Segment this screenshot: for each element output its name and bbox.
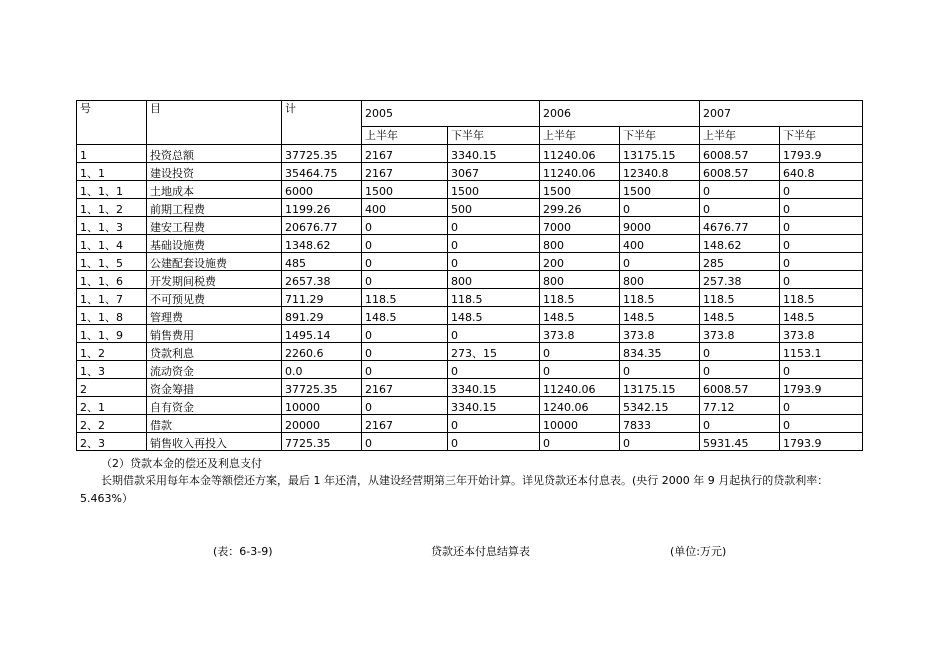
row-item-cell: 投资总额 [147, 145, 282, 163]
row-value-cell: 148.5 [448, 307, 540, 325]
row-value-cell: 0 [362, 253, 448, 271]
row-value-cell: 0 [780, 199, 863, 217]
table-row [77, 235, 863, 253]
row-value-cell: 11240.06 [540, 379, 620, 397]
row-value-cell: 0 [780, 271, 863, 289]
row-value-cell: 20000 [282, 415, 362, 433]
row-value-cell: 299.26 [540, 199, 620, 217]
table-row [77, 145, 863, 163]
row-value-cell: 400 [362, 199, 448, 217]
row-number-cell: 2、3 [77, 433, 147, 451]
row-value-cell: 6008.57 [700, 145, 780, 163]
row-item-cell: 流动资金 [147, 361, 282, 379]
row-item-cell: 开发期间税费 [147, 271, 282, 289]
row-value-cell: 10000 [540, 415, 620, 433]
row-item-cell: 销售收入再投入 [147, 433, 282, 451]
row-value-cell: 640.8 [780, 163, 863, 181]
table-row [77, 361, 863, 379]
row-value-cell: 118.5 [700, 289, 780, 307]
row-value-cell: 1500 [362, 181, 448, 199]
row-value-cell: 6008.57 [700, 379, 780, 397]
row-value-cell: 118.5 [540, 289, 620, 307]
row-value-cell: 7833 [620, 415, 700, 433]
row-value-cell: 0 [700, 199, 780, 217]
row-item-cell: 建安工程费 [147, 217, 282, 235]
row-item-cell: 资金筹措 [147, 379, 282, 397]
row-value-cell: 118.5 [448, 289, 540, 307]
table-row [77, 163, 863, 181]
row-value-cell: 1495.14 [282, 325, 362, 343]
row-value-cell: 0 [780, 415, 863, 433]
table-row [77, 343, 863, 361]
header-year-2005: 2005 [362, 101, 540, 127]
row-value-cell: 12340.8 [620, 163, 700, 181]
row-value-cell: 1793.9 [780, 379, 863, 397]
row-value-cell: 3340.15 [448, 397, 540, 415]
table-row [77, 433, 863, 451]
row-value-cell: 0 [362, 325, 448, 343]
row-value-cell: 0 [780, 397, 863, 415]
row-number-cell: 1、1、3 [77, 217, 147, 235]
row-number-cell: 2、1 [77, 397, 147, 415]
row-value-cell: 0 [448, 433, 540, 451]
header-year-2007: 2007 [700, 101, 863, 127]
row-number-cell: 1、3 [77, 361, 147, 379]
row-value-cell: 0 [620, 253, 700, 271]
header-half: 上半年 [540, 127, 620, 145]
row-value-cell: 0 [700, 361, 780, 379]
row-item-cell: 前期工程费 [147, 199, 282, 217]
header-col-no: 号 [77, 101, 147, 145]
row-value-cell: 148.5 [700, 307, 780, 325]
row-number-cell: 1、1、5 [77, 253, 147, 271]
row-value-cell: 257.38 [700, 271, 780, 289]
row-value-cell: 148.5 [780, 307, 863, 325]
row-number-cell: 2 [77, 379, 147, 397]
row-number-cell: 1、1、7 [77, 289, 147, 307]
row-item-cell: 贷款利息 [147, 343, 282, 361]
row-value-cell: 13175.15 [620, 379, 700, 397]
table-row [77, 181, 863, 199]
row-value-cell: 373.8 [540, 325, 620, 343]
row-item-cell: 建设投资 [147, 163, 282, 181]
row-value-cell: 0 [540, 361, 620, 379]
row-number-cell: 1、1、9 [77, 325, 147, 343]
row-value-cell: 5342.15 [620, 397, 700, 415]
header-col-item: 目 [147, 101, 282, 145]
row-value-cell: 373.8 [700, 325, 780, 343]
row-value-cell: 0 [362, 271, 448, 289]
header-half: 上半年 [700, 127, 780, 145]
row-value-cell: 118.5 [780, 289, 863, 307]
row-value-cell: 11240.06 [540, 163, 620, 181]
row-value-cell: 148.5 [362, 307, 448, 325]
table-row [77, 289, 863, 307]
row-number-cell: 2、2 [77, 415, 147, 433]
row-item-cell: 公建配套设施费 [147, 253, 282, 271]
row-value-cell: 0.0 [282, 361, 362, 379]
row-value-cell: 7725.35 [282, 433, 362, 451]
table-row [77, 307, 863, 325]
row-value-cell: 0 [362, 217, 448, 235]
table-row [77, 271, 863, 289]
row-value-cell: 400 [620, 235, 700, 253]
row-value-cell: 0 [362, 361, 448, 379]
row-number-cell: 1、1、2 [77, 199, 147, 217]
row-value-cell: 148.5 [540, 307, 620, 325]
row-value-cell: 200 [540, 253, 620, 271]
row-value-cell: 1199.26 [282, 199, 362, 217]
row-value-cell: 6000 [282, 181, 362, 199]
row-value-cell: 1793.9 [780, 145, 863, 163]
header-half: 下半年 [448, 127, 540, 145]
row-value-cell: 1240.06 [540, 397, 620, 415]
row-value-cell: 0 [362, 433, 448, 451]
header-half: 下半年 [620, 127, 700, 145]
row-number-cell: 1、2 [77, 343, 147, 361]
caption-table-number: (表：6-3-9) [213, 545, 273, 558]
row-value-cell: 35464.75 [282, 163, 362, 181]
investment-table [76, 100, 863, 451]
section-heading: （2）贷款本金的偿还及利息支付 [101, 457, 262, 470]
row-value-cell: 6008.57 [700, 163, 780, 181]
row-value-cell: 118.5 [620, 289, 700, 307]
row-value-cell: 0 [448, 361, 540, 379]
row-value-cell: 7000 [540, 217, 620, 235]
row-value-cell: 0 [700, 415, 780, 433]
row-value-cell: 285 [700, 253, 780, 271]
row-item-cell: 借款 [147, 415, 282, 433]
row-value-cell: 2167 [362, 145, 448, 163]
header-row-years [77, 101, 863, 127]
row-value-cell: 0 [362, 235, 448, 253]
row-number-cell: 1、1、1 [77, 181, 147, 199]
row-value-cell: 373.8 [620, 325, 700, 343]
row-value-cell: 0 [780, 181, 863, 199]
row-value-cell: 485 [282, 253, 362, 271]
row-value-cell: 3340.15 [448, 379, 540, 397]
row-value-cell: 0 [780, 217, 863, 235]
row-value-cell: 10000 [282, 397, 362, 415]
row-item-cell: 管理费 [147, 307, 282, 325]
row-value-cell: 37725.35 [282, 145, 362, 163]
row-number-cell: 1、1、8 [77, 307, 147, 325]
row-value-cell: 1500 [620, 181, 700, 199]
row-value-cell: 0 [620, 199, 700, 217]
header-col-total: 计 [282, 101, 362, 145]
row-value-cell: 0 [700, 181, 780, 199]
row-value-cell: 0 [448, 325, 540, 343]
row-value-cell: 1500 [448, 181, 540, 199]
table-row [77, 325, 863, 343]
row-value-cell: 0 [448, 217, 540, 235]
row-value-cell: 3340.15 [448, 145, 540, 163]
row-value-cell: 13175.15 [620, 145, 700, 163]
row-value-cell: 148.5 [620, 307, 700, 325]
row-value-cell: 37725.35 [282, 379, 362, 397]
row-value-cell: 0 [448, 253, 540, 271]
row-number-cell: 1、1、4 [77, 235, 147, 253]
row-value-cell: 373.8 [780, 325, 863, 343]
row-value-cell: 1348.62 [282, 235, 362, 253]
caption-unit: (单位:万元) [670, 545, 727, 558]
row-item-cell: 基础设施费 [147, 235, 282, 253]
row-item-cell: 土地成本 [147, 181, 282, 199]
row-value-cell: 2167 [362, 163, 448, 181]
row-value-cell: 0 [780, 361, 863, 379]
row-value-cell: 0 [540, 433, 620, 451]
row-value-cell: 2167 [362, 379, 448, 397]
row-value-cell: 0 [540, 343, 620, 361]
table-row [77, 397, 863, 415]
row-value-cell: 1793.9 [780, 433, 863, 451]
table-row [77, 379, 863, 397]
row-value-cell: 0 [780, 235, 863, 253]
row-value-cell: 148.62 [700, 235, 780, 253]
row-value-cell: 9000 [620, 217, 700, 235]
row-value-cell: 800 [620, 271, 700, 289]
row-value-cell: 0 [362, 397, 448, 415]
row-value-cell: 77.12 [700, 397, 780, 415]
paragraph-line-1: 长期借款采用每年本金等额偿还方案，最后 1 年还清，从建设经营期第三年开始计算。详见贷款还本付息表。(央行 2000 年 9 月起执行的贷款利率： [101, 474, 829, 487]
row-value-cell: 834.35 [620, 343, 700, 361]
row-item-cell: 销售费用 [147, 325, 282, 343]
table-row [77, 217, 863, 235]
row-value-cell: 800 [448, 271, 540, 289]
row-value-cell: 0 [620, 361, 700, 379]
row-value-cell: 891.29 [282, 307, 362, 325]
row-value-cell: 800 [540, 271, 620, 289]
row-number-cell: 1 [77, 145, 147, 163]
row-value-cell: 500 [448, 199, 540, 217]
row-value-cell: 4676.77 [700, 217, 780, 235]
row-value-cell: 2167 [362, 415, 448, 433]
row-value-cell: 2657.38 [282, 271, 362, 289]
table-row [77, 415, 863, 433]
row-value-cell: 11240.06 [540, 145, 620, 163]
row-value-cell: 1500 [540, 181, 620, 199]
row-value-cell: 800 [540, 235, 620, 253]
row-value-cell: 3067 [448, 163, 540, 181]
header-half: 上半年 [362, 127, 448, 145]
caption-title: 贷款还本付息结算表 [431, 545, 530, 558]
row-number-cell: 1、1 [77, 163, 147, 181]
table-row [77, 199, 863, 217]
row-number-cell: 1、1、6 [77, 271, 147, 289]
row-value-cell: 2260.6 [282, 343, 362, 361]
row-value-cell: 0 [448, 415, 540, 433]
row-value-cell: 0 [780, 253, 863, 271]
row-value-cell: 5931.45 [700, 433, 780, 451]
row-value-cell: 1153.1 [780, 343, 863, 361]
row-item-cell: 不可预见费 [147, 289, 282, 307]
row-value-cell: 0 [700, 343, 780, 361]
row-value-cell: 0 [362, 343, 448, 361]
row-item-cell: 自有资金 [147, 397, 282, 415]
header-year-2006: 2006 [540, 101, 700, 127]
row-value-cell: 0 [448, 235, 540, 253]
row-value-cell: 118.5 [362, 289, 448, 307]
row-value-cell: 273、15 [448, 343, 540, 361]
row-value-cell: 711.29 [282, 289, 362, 307]
header-half: 下半年 [780, 127, 863, 145]
table-row [77, 253, 863, 271]
row-value-cell: 20676.77 [282, 217, 362, 235]
paragraph-line-2: 5.463%） [80, 492, 133, 505]
row-value-cell: 0 [620, 433, 700, 451]
